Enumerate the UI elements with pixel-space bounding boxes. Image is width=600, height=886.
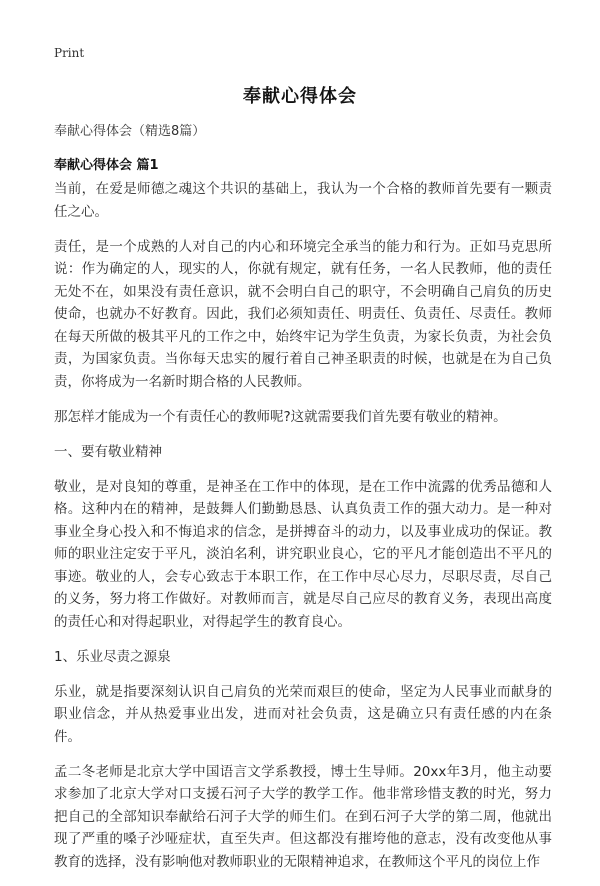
paragraph: 孟二冬老师是北京大学中国语言文学系教授，博士生导师。20xx年3月，他主动要求参加了北京大学对口支援石河子大学的教学工作。他非常珍惜支教的时光，努力把自己的全部知识奉献给石河子大学的师生们。在到石河子大学的第二周，他就出现了严重的嗓子沙哑症状，直至失声。但这都没有摧垮他的意志，没有改变他从事教育的选择，没有影响他对教师职业的无限精神追求，在教师这个平凡的岗位上作 — [54, 763, 552, 870]
document-body — [54, 178, 552, 886]
paragraph: 责任，是一个成熟的人对自己的内心和环境完全承当的能力和行为。正如马克思所说：作为确定的人，现实的人，你就有规定，就有任务，一名人民教师，他的责任无处不在，如果没有责任意识，就不会明白自己的职守，不会明确自己肩负的历史使命，也就办不好教育。因此，我们必须知责任、明责任、负责任、尽责任。教师在每天所做的极其平凡的工作之中，始终牢记为学生负责，为家长负责，为社会负责，为国家负责。当你每天忠实的履行着自己神圣职责的时候，也就是在为自己负责，你将成为一名新时期合格的人民教师。 — [54, 238, 552, 390]
paragraph: 那怎样才能成为一个有责任心的教师呢?这就需要我们首先要有敬业的精神。 — [54, 408, 507, 425]
document-title: 奉献心得体会 — [243, 86, 357, 107]
paragraph: 乐业，就是指要深刻认识自己肩负的光荣而艰巨的使命，坚定为人民事业而献身的职业信念，并从热爱事业出发，进而对社会负责，这是确立只有责任感的内在条件。 — [54, 683, 552, 745]
print-label: Print — [54, 46, 85, 60]
paragraph: 当前，在爱是师德之魂这个共识的基础上，我认为一个合格的教师首先要有一颗责任之心。 — [54, 181, 552, 220]
document-subtitle: 奉献心得体会（精选8篇） — [54, 124, 206, 139]
subheading: 1、乐业尽责之源泉 — [54, 648, 171, 665]
paragraph: 敬业，是对良知的尊重，是神圣在工作中的体现，是在工作中流露的优秀品德和人格。这种内在的精神，是鼓舞人们勤勤恳恳、认真负责工作的强大动力。是一种对事业全身心投入和不悔追求的信念，是拼搏奋斗的动力，以及事业成功的保证。教师的职业注定安于平凡，淡泊名利，讲究职业良心，它的平凡才能创造出不平凡的事迹。敬业的人，会专心致志于本职工作，在工作中尽心尽力，尽职尽责，尽自己的义务，努力将工作做好。对教师而言，就是尽自己应尽的教育义务，表现出高度的责任心和对得起职业，对得起学生的教育良心。 — [54, 478, 552, 630]
section-heading: 奉献心得体会 篇1 — [54, 158, 159, 173]
subheading: 一、要有敬业精神 — [54, 443, 162, 460]
